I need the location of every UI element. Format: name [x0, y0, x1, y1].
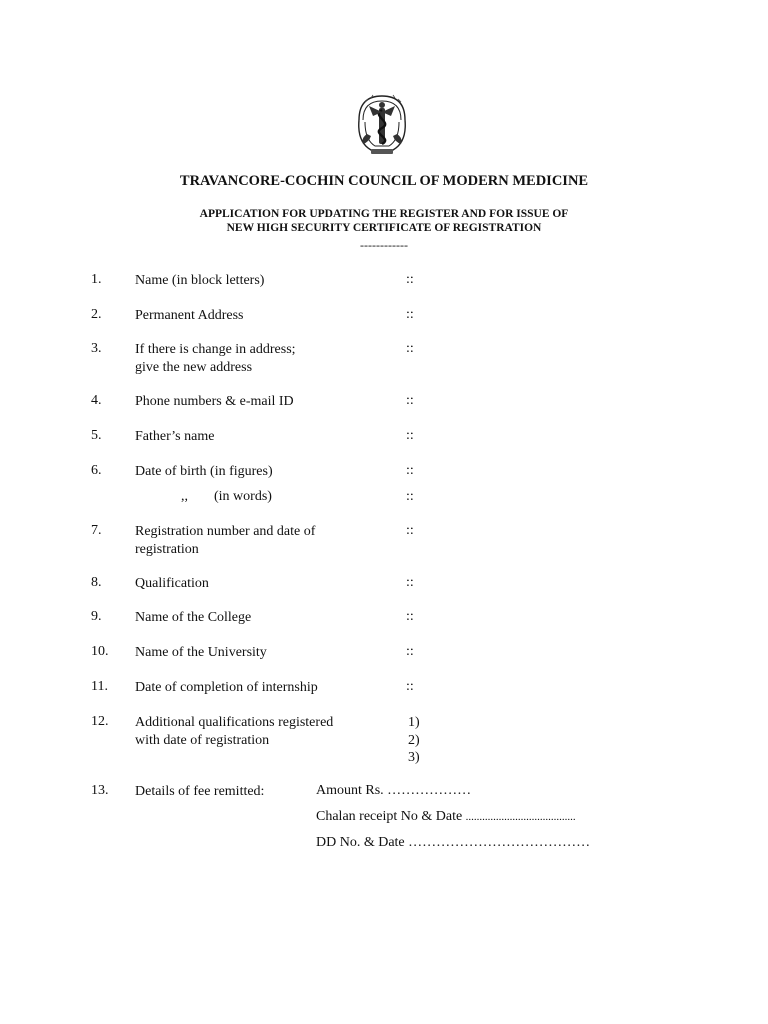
fee-amount-line: Amount Rs. ……………… [316, 783, 472, 798]
item-number: 6. [91, 463, 102, 478]
item-separator: :: [406, 489, 414, 504]
list-marker: 2) [408, 732, 420, 748]
item-separator: :: [406, 393, 414, 408]
item-number: 11. [91, 679, 108, 694]
item-label: Permanent Address [135, 308, 244, 323]
item-separator: :: [406, 575, 414, 590]
item-number: 4. [91, 393, 102, 408]
item-number: 1. [91, 272, 102, 287]
fee-dd-line: DD No. & Date ………………………………… [316, 835, 591, 850]
item-number: 12. [91, 714, 109, 729]
item-number: 9. [91, 609, 102, 624]
item-separator: :: [406, 679, 414, 694]
fee-chalan-line [316, 809, 576, 825]
item-label: Name (in block letters) [135, 273, 265, 288]
item-number: 8. [91, 575, 102, 590]
council-emblem-logo [351, 90, 413, 156]
title-separator: ------------ [360, 238, 408, 252]
item-separator: :: [406, 341, 414, 356]
item-label: Date of completion of internship [135, 680, 318, 695]
item-label-cont: registration [135, 541, 199, 557]
item-label: Additional qualifications registered [135, 715, 334, 730]
list-marker: 1) [408, 715, 420, 730]
item-separator: :: [406, 272, 414, 287]
chalan-dots: ........................................ [465, 811, 576, 823]
item-label: Date of birth (in figures) [135, 464, 273, 479]
item-label: Phone numbers & e-mail ID [135, 394, 294, 409]
item-number: 10. [91, 644, 109, 659]
item-label: Father’s name [135, 429, 215, 444]
item-separator: :: [406, 428, 414, 443]
item-number: 7. [91, 523, 102, 538]
item-label-cont: give the new address [135, 359, 253, 375]
item-label: Qualification [135, 576, 209, 591]
item-separator: :: [406, 307, 414, 322]
chalan-label: Chalan receipt No & Date [316, 809, 466, 824]
item-label: Registration number and date of [135, 524, 316, 539]
item-label: Name of the College [135, 610, 252, 625]
item-separator: :: [406, 609, 414, 624]
item-number: 5. [91, 428, 102, 443]
item-separator: :: [406, 463, 414, 478]
item-label-cont: with date of registration [135, 732, 270, 748]
ditto-mark: ,, [181, 489, 188, 504]
council-title: TRAVANCORE-COCHIN COUNCIL OF MODERN MEDICINE [179, 173, 589, 189]
item-number: 3. [91, 341, 102, 356]
item-separator: :: [406, 644, 414, 659]
form-subtitle-line1: APPLICATION FOR UPDATING THE REGISTER AND FOR ISSUE OF [199, 208, 569, 220]
item-label: If there is change in address; [135, 342, 296, 357]
list-marker: 3) [408, 750, 420, 765]
item-number: 13. [91, 783, 109, 798]
item-number: 2. [91, 307, 102, 322]
item-label: Name of the University [135, 645, 267, 660]
item-label: Details of fee remitted: [135, 784, 265, 799]
item-separator: :: [406, 523, 414, 538]
item-sublabel: (in words) [214, 489, 272, 504]
form-subtitle-line2: NEW HIGH SECURITY CERTIFICATE OF REGISTRATION [226, 222, 542, 234]
